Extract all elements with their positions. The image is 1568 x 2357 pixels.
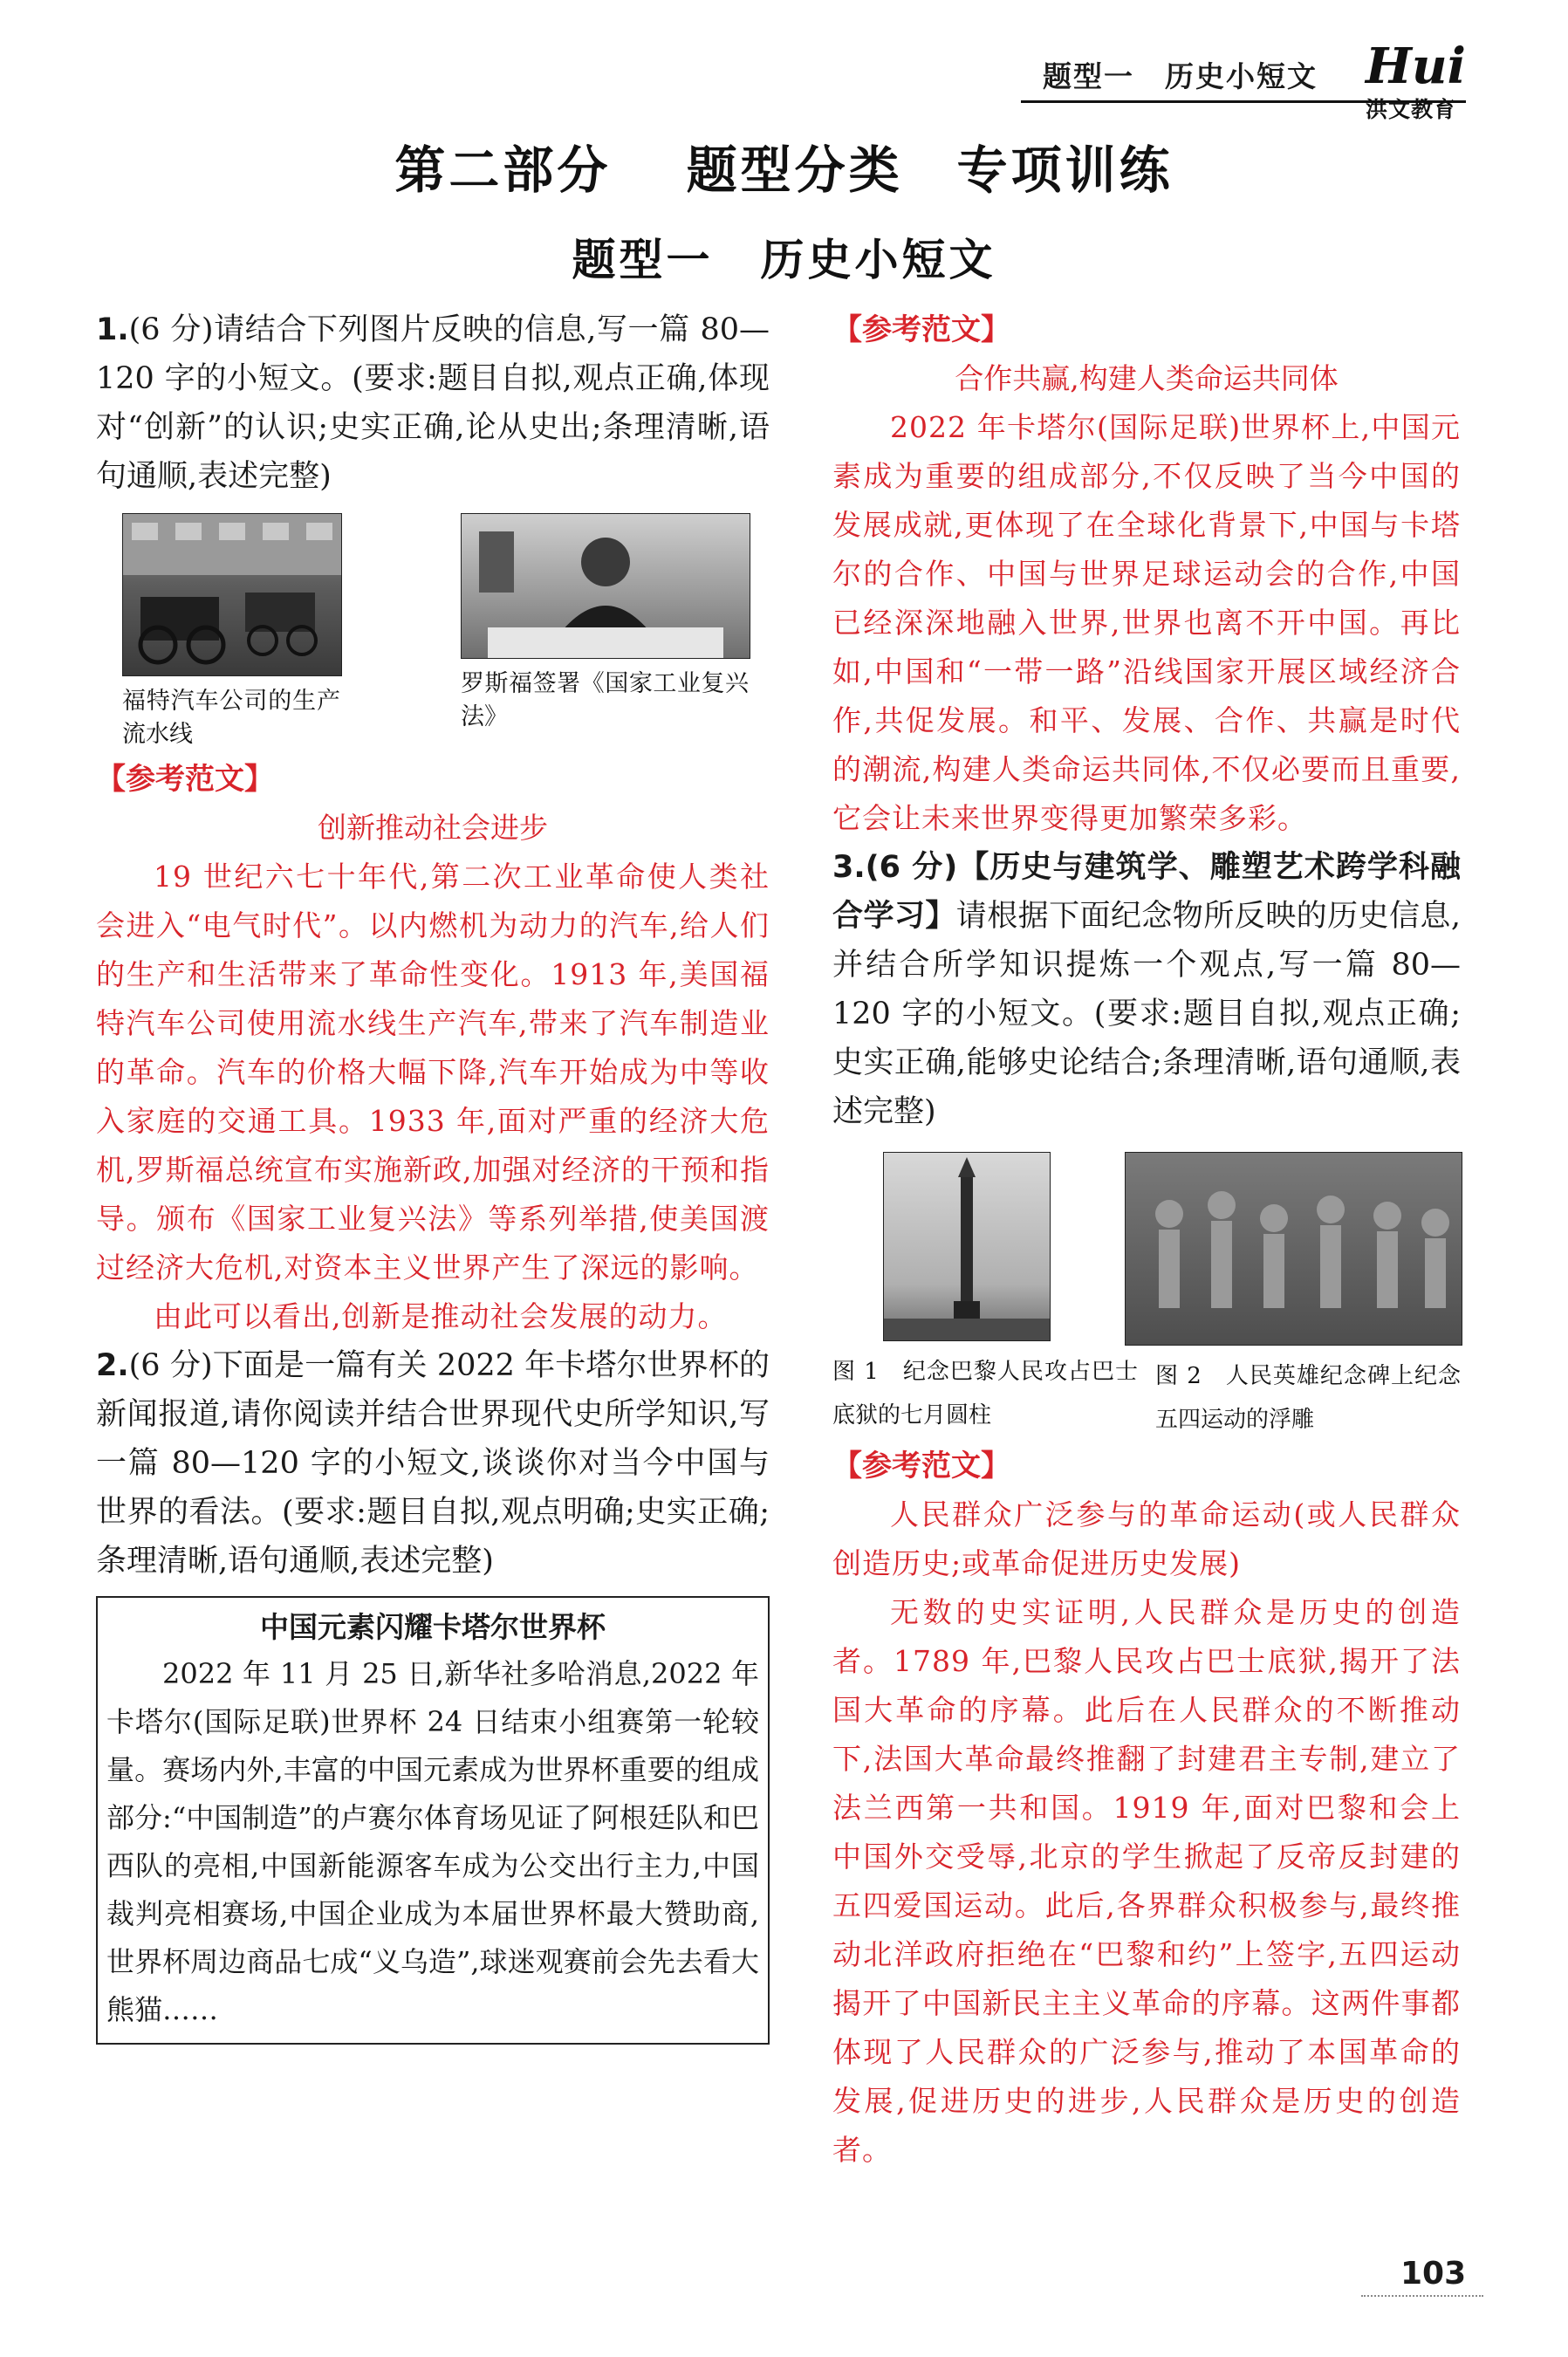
car-assembly-icon bbox=[123, 514, 341, 675]
ford-assembly-photo bbox=[122, 513, 342, 676]
section-title: 题型一 历史小短文 bbox=[572, 235, 996, 285]
july-column-photo bbox=[883, 1152, 1051, 1341]
answer-title: 创新推动社会进步 bbox=[318, 811, 548, 845]
answer-paragraph: 无数的史实证明,人民群众是历史的创造者。1789 年,巴黎人民攻占巴士底狱,揭开了法国大革命的序幕。此后在人民群众的不断推动下,法国大革命最终推翻了封建君主专制,建立了法兰西第一共和国。1919 年,面对巴黎和会上中国外交受辱,北京的学生掀起了反帝反封建的五四爱国运动。此后,各界群众积极参与,最终推动北洋政府拒绝在“巴黎和约”上签字,五四运动揭开了中国新民主主义革命的序幕。这两件事都体现了人民群众的广泛参与,推动了本国革命的发展,促进历史的进步,人民群众是历史的创造者。 bbox=[832, 1595, 1461, 2167]
answer-paragraph: 19 世纪六七十年代,第二次工业革命使人类社会进入“电气时代”。以内燃机为动力的汽车,给人们的生产和生活带来了革命性变化。1913 年,美国福特汽车公司使用流水线生产汽车,带来了汽车制造业的革命。汽车的价格大幅下降,汽车开始成为中等收入家庭的交通工具。1933 年,面对严重的经济大危机,罗斯福总统宣布实施新政,加强对经济的干预和指导。颁布《国家工业复兴法》等系列举措,使美国渡过经济大危机,对资本主义世界产生了深远的影响。 bbox=[96, 860, 770, 1285]
answer-conclusion: 由此可以看出,创新是推动社会发展的动力。 bbox=[154, 1299, 728, 1333]
relief-photo bbox=[1125, 1152, 1462, 1346]
figure-may-fourth-relief bbox=[1155, 1152, 1461, 1442]
question-text: (6 分)下面是一篇有关 2022 年卡塔尔世界杯的新闻报道,请你阅读并结合世界现代史所学知识,写一篇 80—120 字的小短文,谈谈你对当今中国与世界的看法。(要求:题目自拟,观点明确;史实正确;条理清晰,语句通顺,表述完整) bbox=[96, 1348, 770, 1579]
page-title: 第二部分 题型分类 专项训练 bbox=[394, 140, 1174, 200]
figure-july-column bbox=[832, 1152, 1138, 1442]
reference-label: 【参考范文】 bbox=[832, 1449, 1010, 1483]
question-number: 1. bbox=[96, 312, 129, 347]
q1-figures bbox=[96, 513, 770, 751]
figure-caption: 福特汽车公司的生产流水线 bbox=[122, 688, 340, 748]
reference-label: 【参考范文】 bbox=[96, 762, 274, 797]
question-text: 请根据下面纪念物所反映的历史信息,并结合所学知识提炼一个观点,写一篇 80—120 字的小短文。(要求:题目自拟,观点正确;史实正确,能够史论结合;条理清晰,语句通顺,表述完整) bbox=[832, 899, 1461, 1129]
page-number: 103 bbox=[1400, 2256, 1467, 2292]
answer-title: 人民群众广泛参与的革命运动(或人民群众创造历史;或革命促进历史发展) bbox=[832, 1497, 1461, 1580]
page-number-rule bbox=[1361, 2295, 1483, 2297]
figure-roosevelt bbox=[461, 513, 749, 751]
news-box bbox=[96, 1596, 770, 2045]
question-2 bbox=[96, 1341, 770, 1586]
person-signing-icon bbox=[462, 514, 750, 658]
news-body: 2022 年 11 月 25 日,新华社多哈消息,2022 年卡塔尔(国际足联)世界杯 24 日结束小组赛第一轮较量。赛场内外,丰富的中国元素成为世界杯重要的组成部分:“中国制造”的卢赛尔体育场见证了阿根廷队和巴西队的亮相,中国新能源客车成为公交出行主力,中国裁判亮相赛场,中国企业成为本届世界杯最大赞助商,世界杯周边商品七成“义乌造”,球迷观赛前会先去看大熊猫…… bbox=[106, 1657, 759, 2026]
news-title: 中国元素闪耀卡塔尔世界杯 bbox=[260, 1610, 606, 1644]
answer-title: 合作共赢,构建人类命运共同体 bbox=[955, 361, 1339, 395]
right-column bbox=[832, 305, 1461, 2175]
question-1 bbox=[96, 305, 770, 501]
running-title: 题型一 历史小短文 bbox=[1043, 59, 1318, 93]
publisher-logo bbox=[1366, 38, 1470, 122]
logo-text: 洪文教育 bbox=[1366, 97, 1457, 122]
figure-ford-assembly bbox=[122, 513, 340, 751]
q3-figures bbox=[832, 1152, 1461, 1442]
question-subject-tag: (6 分)【历史与建筑学、雕塑艺术跨学科融合学习】 bbox=[832, 850, 1461, 934]
answer-paragraph: 2022 年卡塔尔(国际足联)世界杯上,中国元素成为重要的组成部分,不仅反映了当今中国的发展成就,更体现了在全球化背景下,中国与卡塔尔的合作、中国与世界足球运动会的合作,中国已经深深地融入世界,世界也离不开中国。再比如,中国和“一带一路”沿线国家开展区域经济合作,共促发展。和平、发展、合作、共赢是时代的潮流,构建人类命运共同体,不仅必要而且重要,它会让未来世界变得更加繁荣多彩。 bbox=[832, 410, 1461, 835]
reference-label: 【参考范文】 bbox=[832, 312, 1010, 347]
question-number: 3. bbox=[832, 850, 866, 885]
figure-caption: 图 1 纪念巴黎人民攻占巴士底狱的七月圆柱 bbox=[832, 1359, 1138, 1429]
question-number: 2. bbox=[96, 1348, 129, 1383]
logo-mark: Hui bbox=[1366, 38, 1466, 95]
roosevelt-photo bbox=[461, 513, 750, 659]
question-text: (6 分)请结合下列图片反映的信息,写一篇 80—120 字的小短文。(要求:题目自拟,观点正确,体现对“创新”的认识;史实正确,论从史出;条理清晰,语句通顺,表述完整) bbox=[96, 312, 770, 494]
figure-caption: 罗斯福签署《国家工业复兴法》 bbox=[461, 670, 749, 730]
relief-figures-icon bbox=[1126, 1153, 1462, 1345]
question-3 bbox=[832, 843, 1461, 1136]
column-monument-icon bbox=[884, 1153, 1050, 1340]
figure-caption: 图 2 人民英雄纪念碑上纪念五四运动的浮雕 bbox=[1155, 1363, 1461, 1433]
left-column bbox=[96, 305, 770, 2045]
